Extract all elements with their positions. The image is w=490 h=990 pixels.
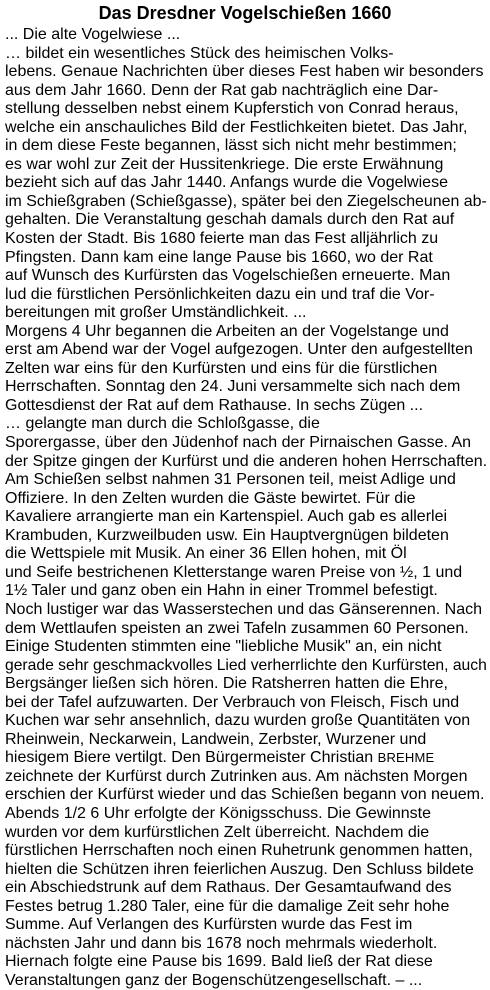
text-line: Summe. Auf Verlangen des Kurfürsten wurde das Fest im xyxy=(5,916,413,934)
text-line: dem Wettlaufen speisten an zwei Tafeln zusammen 60 Personen. xyxy=(5,619,469,637)
text-line: Am Schießen selbst nahmen 31 Personen teil, meist Adlige und xyxy=(5,471,456,489)
text-line: … bildet ein wesentliches Stück des heimischen Volks- xyxy=(5,44,394,62)
article-body xyxy=(0,26,490,990)
text-line: welche ein anschauliches Bild der Festlichkeiten bietet. Das Jahr, xyxy=(5,118,468,136)
text-line: wurden vor dem kurfürstlichen Zelt überreicht. Nachdem die xyxy=(5,823,430,841)
text-line: bereitungen mit großer Umständlichkeit. ... xyxy=(5,304,307,322)
text-line: erschien der Kurfürst wieder und das Schießen begann von neuem. xyxy=(5,786,485,804)
text-line: Festes betrug 1.280 Taler, eine für die damalige Zeit sehr hohe xyxy=(5,897,450,915)
text-line: ein Abschiedstrunk auf dem Rathaus. Der Gesamtaufwand des xyxy=(5,879,452,897)
text-line: Zelten war eins für den Kurfürsten und eins für die fürstlichen xyxy=(5,359,438,377)
text-line: erst am Abend war der Vogel aufgezogen. Unter den aufgestellten xyxy=(5,341,473,359)
text-line: bezieht sich auf das Jahr 1440. Anfangs wurde die Vogelwiese xyxy=(5,174,448,192)
text-line: Gottesdienst der Rat auf dem Rathause. In sechs Zügen ... xyxy=(5,396,424,414)
text-line: Kuchen war sehr ansehnlich, dazu wurden große Quantitäten von xyxy=(5,712,471,730)
text-line: Morgens 4 Uhr begannen die Arbeiten an der Vogelstange und xyxy=(5,322,449,340)
text-line: Abends 1/2 6 Uhr erfolgte der Königsschuss. Die Gewinnste xyxy=(5,804,432,822)
text-line: hielten die Schützen ihren feierlichen Auszug. Den Schluss bildete xyxy=(5,860,474,878)
text-line: Krambuden, Kurzweilbuden usw. Ein Hauptvergnügen bildeten xyxy=(5,526,449,544)
text-line: nächsten Jahr und dann bis 1678 noch mehrmals wiederholt. xyxy=(5,934,438,952)
text-line: Offiziere. In den Zelten wurden die Gäste bewirtet. Für die xyxy=(5,489,416,507)
text-line: Rheinwein, Neckarwein, Landwein, Zerbster, Wurzener und xyxy=(5,730,427,748)
text-line: Kavaliere arrangierte man ein Kartenspiel. Auch gab es allerlei xyxy=(5,508,448,526)
text-line: Noch lustiger war das Wasserstechen und das Gänserennen. Nach xyxy=(5,600,482,618)
text-line: stellung desselben nebst einem Kupferstich von Conrad heraus, xyxy=(5,100,459,118)
text-line: ... Die alte Vogelwiese ... xyxy=(5,26,181,43)
page-title: Das Dresdner Vogelschießen 1660 xyxy=(98,3,392,23)
text-line: und Seife bestrichenen Kletterstange waren Preise von ½, 1 und xyxy=(5,563,463,581)
text-line: Bergsänger ließen sich hören. Die Ratsherren hatten die Ehre, xyxy=(5,675,448,693)
text-line-with-name xyxy=(5,749,490,768)
text-line: im Schießgraben (Schießgasse), später bei den Ziegelscheunen ab- xyxy=(5,192,487,210)
person-name-smallcaps: BREHME xyxy=(377,750,435,766)
text-line: der Spitze gingen der Kurfürst und die anderen hohen Herrschaften. xyxy=(5,452,488,470)
text-line: auf Wunsch des Kurfürsten das Vogelschießen erneuerte. Man xyxy=(5,267,451,285)
text-line: lud die fürstlichen Persönlichkeiten dazu ein und traf die Vor- xyxy=(5,285,435,303)
text-line: zeichnete der Kurfürst durch Zutrinken aus. Am nächsten Morgen xyxy=(5,767,468,785)
text-line: Veranstaltungen ganz der Bogenschützengesellschaft. – ... xyxy=(5,971,423,989)
text-line: … gelangte man durch die Schloßgasse, die xyxy=(5,415,320,433)
text-line: gehalten. Die Veranstaltung geschah damals durch den Rat auf xyxy=(5,211,455,229)
text-line: aus dem Jahr 1660. Denn der Rat gab nachträglich eine Dar- xyxy=(5,81,439,99)
text-line: die Wettspiele mit Musik. An einer 36 Ellen hohen, mit Öl xyxy=(5,545,407,563)
text-line: es war wohl zur Zeit der Hussitenkriege. Die erste Erwähnung xyxy=(5,155,444,173)
text-line: Kosten der Stadt. Bis 1680 feierte man das Fest alljährlich zu xyxy=(5,230,439,248)
text-line: 1½ Taler und ganz oben ein Hahn in einer Trommel befestigt. xyxy=(5,582,438,600)
text-line: Einige Studenten stimmten eine "liebliche Musik" an, ein nicht xyxy=(5,638,442,656)
text-line: Hiernach folgte eine Pause bis 1699. Bald ließ der Rat diese xyxy=(5,953,433,971)
text-line: fürstlichen Herrschaften noch einen Ruhetrunk genommen hatten, xyxy=(5,842,473,860)
text-line: Pfingsten. Dann kam eine lange Pause bis 1660, wo der Rat xyxy=(5,248,433,266)
text-line: gerade sehr geschmackvolles Lied verherrlichte den Kurfürsten, auch xyxy=(5,656,487,674)
text-line: Sporergasse, über den Jüdenhof nach der Pirnaischen Gasse. An xyxy=(5,434,472,452)
text-line: lebens. Genaue Nachrichten über dieses Fest haben wir besonders xyxy=(5,63,484,81)
text-line: bei der Tafel aufzuwarten. Der Verbrauch von Fleisch, Fisch und xyxy=(5,693,460,711)
text-line: Herrschaften. Sonntag den 24. Juni versammelte sich nach dem xyxy=(5,378,461,396)
text-line-segment: hiesigem Biere vertilgt. Den Bürgermeister Christian xyxy=(5,749,378,767)
text-line: in dem diese Feste begannen, lässt sich nicht mehr bestimmen; xyxy=(5,137,457,155)
